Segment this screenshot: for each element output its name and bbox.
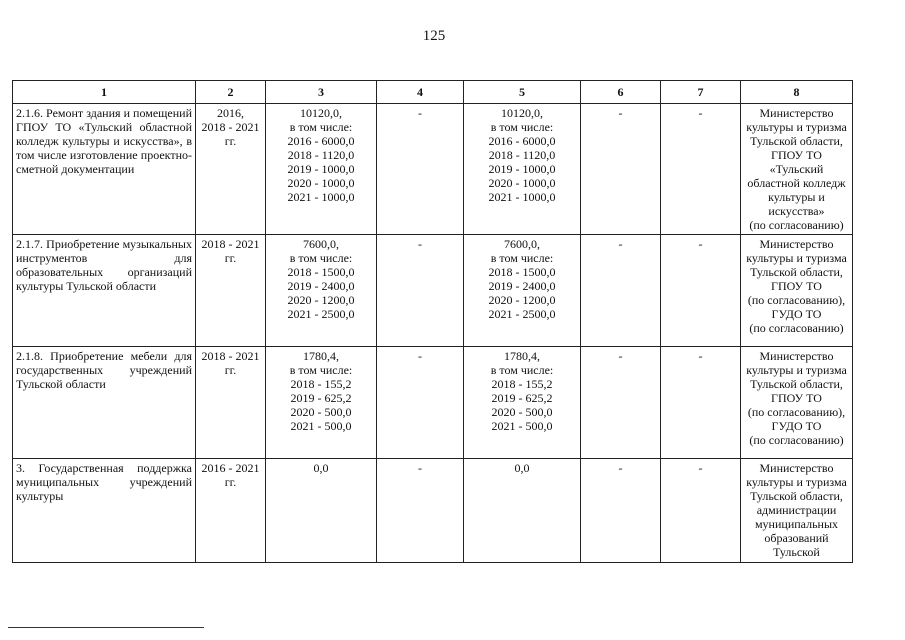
funding-line: 10120,0, [300, 106, 342, 120]
funding-line: 2016 - 6000,0 [287, 134, 355, 148]
funding-line: 2021 - 500,0 [491, 419, 553, 433]
funding-line: 2020 - 500,0 [290, 405, 352, 419]
column-4-cell: - [377, 104, 464, 235]
executor-line: ГУДО ТО [771, 419, 822, 433]
column-4-cell: - [377, 347, 464, 459]
activity-name: 2.1.7. Приобретение музыкальных инструментов для образовательных организаций культуры Тульской области [13, 235, 196, 347]
activity-name: 2.1.6. Ремонт здания и помещений ГПОУ ТО «Тульский областной колледж культуры и искусства», в том числе изготовление проектно-сметной документации [13, 104, 196, 235]
executor-line: Тульской области, [750, 265, 843, 279]
executor-line: ГУДО ТО [771, 307, 822, 321]
executor-line: ГПОУ ТО [771, 279, 822, 293]
header-row [13, 81, 853, 104]
funding-line: в том числе: [289, 363, 353, 377]
regional-funding-cell [464, 235, 581, 347]
funding-line: 2018 - 1500,0 [287, 265, 355, 279]
funding-line: 2020 - 1200,0 [488, 293, 556, 307]
funding-line: в том числе: [289, 251, 353, 265]
funding-line: 2021 - 2500,0 [287, 307, 355, 321]
funding-line: 0,0 [313, 461, 329, 475]
program-table [12, 80, 853, 563]
executor-line: (по согласованию), [747, 405, 846, 419]
table-row [13, 104, 853, 235]
column-6-cell: - [581, 235, 661, 347]
total-funding-cell [266, 459, 377, 563]
funding-line: 2021 - 1000,0 [287, 190, 355, 204]
period-cell [196, 104, 266, 235]
executor-line: (по согласованию) [749, 433, 844, 447]
activity-name: 3. Государственная поддержка муниципальных учреждений культуры [13, 459, 196, 563]
funding-line: 2020 - 1000,0 [287, 176, 355, 190]
funding-line: 2019 - 2400,0 [287, 279, 355, 293]
funding-line: 7600,0, [504, 237, 540, 251]
total-funding-cell [266, 104, 377, 235]
column-7-cell: - [661, 347, 741, 459]
period-line: 2018 - 2021 [201, 349, 260, 363]
executor-line: Министерство [759, 106, 834, 120]
column-header: 6 [581, 81, 661, 104]
executor-cell [741, 235, 853, 347]
funding-line: 2019 - 2400,0 [488, 279, 556, 293]
regional-funding-cell [464, 104, 581, 235]
funding-line: 2021 - 1000,0 [488, 190, 556, 204]
column-header: 5 [464, 81, 581, 104]
column-4-cell: - [377, 459, 464, 563]
page-number: 125 [422, 28, 446, 44]
regional-funding-cell [464, 459, 581, 563]
funding-line: 2018 - 155,2 [491, 377, 553, 391]
column-6-cell: - [581, 459, 661, 563]
column-6-cell: - [581, 104, 661, 235]
funding-line: в том числе: [289, 120, 353, 134]
executor-line: культуры и туризма [746, 475, 847, 489]
table-row [13, 347, 853, 459]
period-line: гг. [224, 363, 237, 377]
total-funding-cell [266, 347, 377, 459]
period-line: 2018 - 2021 [201, 237, 260, 251]
executor-line: культуры и туризма [746, 120, 847, 134]
column-header: 3 [266, 81, 377, 104]
executor-line: Министерство [759, 237, 834, 251]
funding-line: 2019 - 1000,0 [488, 162, 556, 176]
executor-line: (по согласованию) [749, 218, 844, 232]
executor-line: образований Тульской [764, 531, 829, 559]
funding-line: 2019 - 625,2 [491, 391, 553, 405]
column-header: 2 [196, 81, 266, 104]
funding-line: 2019 - 625,2 [290, 391, 352, 405]
funding-line: в том числе: [490, 120, 554, 134]
period-cell [196, 459, 266, 563]
executor-line: Министерство [759, 461, 834, 475]
footnote-divider [8, 627, 204, 628]
executor-line: областной колледж [747, 176, 846, 190]
funding-line: 10120,0, [501, 106, 543, 120]
funding-line: 2021 - 2500,0 [488, 307, 556, 321]
total-funding-cell [266, 235, 377, 347]
executor-line: муниципальных [754, 517, 839, 531]
funding-line: 2018 - 1120,0 [488, 148, 556, 162]
executor-line: культуры и туризма [746, 363, 847, 377]
column-header: 8 [741, 81, 853, 104]
executor-cell [741, 459, 853, 563]
executor-line: (по согласованию), [747, 293, 846, 307]
funding-line: в том числе: [490, 363, 554, 377]
column-header: 7 [661, 81, 741, 104]
executor-line: Тульской области, [750, 489, 843, 503]
period-line: 2016, [217, 106, 244, 120]
regional-funding-cell [464, 347, 581, 459]
funding-line: 2018 - 1120,0 [287, 148, 355, 162]
table-row [13, 459, 853, 563]
executor-line: (по согласованию) [749, 321, 844, 335]
funding-line: 7600,0, [303, 237, 339, 251]
period-line: гг. [224, 251, 237, 265]
funding-line: 2018 - 155,2 [290, 377, 352, 391]
table-row [13, 235, 853, 347]
column-7-cell: - [661, 459, 741, 563]
column-header: 4 [377, 81, 464, 104]
period-line: гг. [224, 134, 237, 148]
funding-line: 2018 - 1500,0 [488, 265, 556, 279]
executor-line: Тульской области, [750, 134, 843, 148]
executor-line: Министерство [759, 349, 834, 363]
period-line: 2018 - 2021 [201, 120, 260, 134]
funding-line: 1780,4, [303, 349, 339, 363]
period-cell [196, 235, 266, 347]
period-cell [196, 347, 266, 459]
period-line: гг. [224, 475, 237, 489]
executor-line: ГПОУ ТО «Тульский [769, 148, 824, 176]
executor-cell [741, 347, 853, 459]
column-7-cell: - [661, 104, 741, 235]
executor-line: Тульской области, [750, 377, 843, 391]
column-6-cell: - [581, 347, 661, 459]
funding-line: 2016 - 6000,0 [488, 134, 556, 148]
funding-line: 2019 - 1000,0 [287, 162, 355, 176]
funding-line: 2020 - 500,0 [491, 405, 553, 419]
executor-line: администрации [756, 503, 837, 517]
executor-line: ГПОУ ТО [771, 391, 822, 405]
funding-line: 2021 - 500,0 [290, 419, 352, 433]
executor-cell [741, 104, 853, 235]
funding-line: 2020 - 1200,0 [287, 293, 355, 307]
funding-line: 0,0 [514, 461, 530, 475]
column-header: 1 [13, 81, 196, 104]
column-4-cell: - [377, 235, 464, 347]
column-7-cell: - [661, 235, 741, 347]
funding-line: в том числе: [490, 251, 554, 265]
period-line: 2016 - 2021 [201, 461, 260, 475]
executor-line: культуры и туризма [746, 251, 847, 265]
funding-line: 2020 - 1000,0 [488, 176, 556, 190]
funding-line: 1780,4, [504, 349, 540, 363]
executor-line: культуры и искусства» [768, 190, 825, 218]
activity-name: 2.1.8. Приобретение мебели для государственных учреждений Тульской области [13, 347, 196, 459]
